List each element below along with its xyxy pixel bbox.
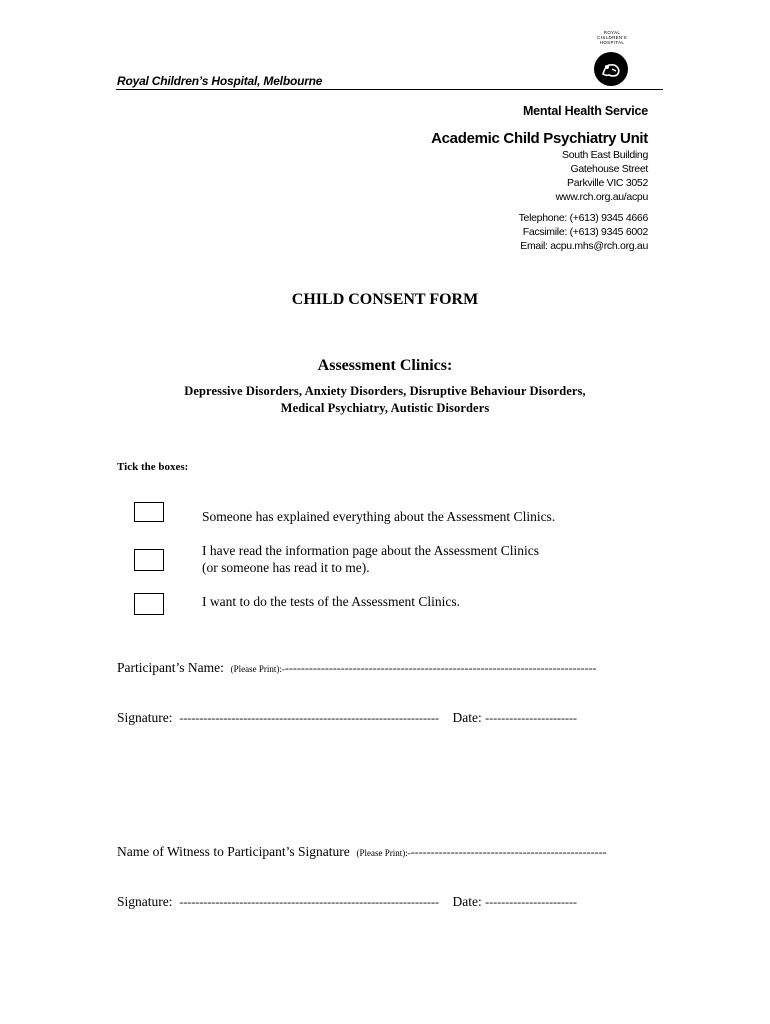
please-print-hint: (Please Print):-: [230, 664, 285, 674]
website-link[interactable]: www.rch.org.au/acpu: [555, 191, 648, 203]
address-line: Gatehouse Street: [570, 163, 648, 175]
consent-checkbox-read[interactable]: [134, 549, 164, 571]
signature-line[interactable]: -----------------------------------------------------------------: [179, 711, 439, 725]
please-print-hint: (Please Print):-: [356, 848, 411, 858]
header-divider: [116, 89, 663, 90]
facsimile: Facsimile: (+613) 9345 6002: [522, 226, 648, 238]
unit-name: Academic Child Psychiatry Unit: [431, 130, 648, 147]
hospital-logo: [584, 30, 640, 86]
telephone: Telephone: (+613) 9345 4666: [518, 212, 648, 224]
witness-name-label: Name of Witness to Participant’s Signature: [117, 844, 350, 859]
witness-name-field[interactable]: [117, 844, 607, 860]
consent-item-tests: I want to do the tests of the Assessment Clinics.: [202, 594, 460, 609]
date-line[interactable]: -----------------------: [485, 711, 578, 725]
hospital-logo-icon: [594, 52, 628, 86]
date-label: Date:: [452, 710, 482, 725]
clinics-list: Depressive Disorders, Anxiety Disorders, Disruptive Behaviour Disorders, Medical Psychiatry, Autistic Disorders: [184, 384, 586, 415]
signature-label: Signature:: [117, 894, 173, 909]
logo-text: ROYAL CHILDREN'S HOSPITAL: [597, 30, 627, 45]
signature-label: Signature:: [117, 710, 173, 725]
participant-name-field[interactable]: [117, 660, 597, 676]
tick-instruction: Tick the boxes:: [117, 461, 189, 473]
hospital-name: Royal Children’s Hospital, Melbourne: [117, 74, 323, 88]
consent-checkbox-tests[interactable]: [134, 593, 164, 615]
service-name: Mental Health Service: [522, 104, 648, 118]
email[interactable]: Email: acpu.mhs@rch.org.au: [520, 240, 648, 252]
address-line: South East Building: [562, 149, 648, 161]
witness-name-line[interactable]: -------------------------------------------------: [410, 845, 607, 859]
contact-block: [519, 211, 648, 253]
consent-item-read: I have read the information page about the Assessment Clinics (or someone has read it to me).: [202, 543, 540, 575]
date-label: Date:: [452, 894, 482, 909]
consent-item-explained: Someone has explained everything about the Assessment Clinics.: [202, 509, 556, 524]
witness-date-line[interactable]: -----------------------: [485, 895, 578, 909]
address-line: Parkville VIC 3052: [567, 177, 648, 189]
witness-signature-line[interactable]: -----------------------------------------------------------------: [179, 895, 439, 909]
witness-signature-row: [117, 894, 577, 910]
form-title: CHILD CONSENT FORM: [291, 291, 479, 308]
participant-name-line[interactable]: ------------------------------------------------------------------------------: [284, 661, 597, 675]
address-block: [556, 148, 648, 204]
consent-checkbox-explained[interactable]: [134, 502, 164, 522]
signature-row: [117, 710, 577, 726]
clinics-title: Assessment Clinics:: [317, 357, 453, 374]
participant-name-label: Participant’s Name:: [117, 660, 224, 675]
